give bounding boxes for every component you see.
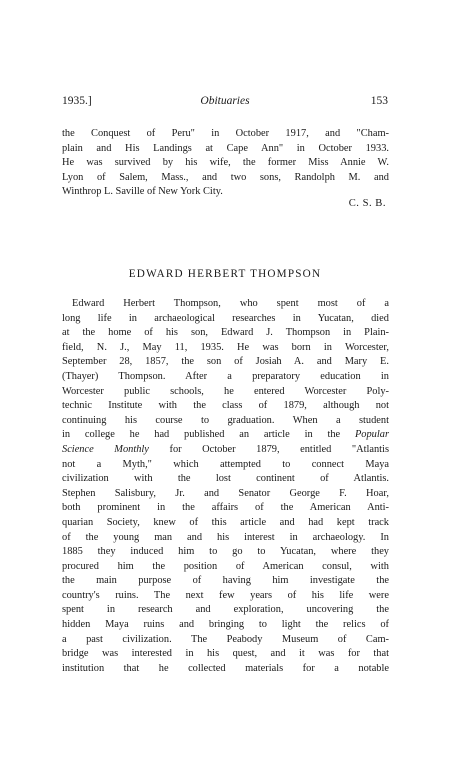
obituary-heading: EDWARD HERBERT THOMPSON <box>128 268 322 280</box>
text-line <box>62 428 389 443</box>
text-line <box>62 443 389 458</box>
author-initials: C. S. B. <box>348 198 386 209</box>
text-line: institution that he collected materials for a notable <box>62 662 389 674</box>
text-line: 1885 they induced him to go to Yucatan, where they <box>62 546 389 558</box>
running-head-title: Obituaries <box>200 95 250 107</box>
text-line: field, N. J., May 11, 1935. He was born in Worcester, <box>62 341 389 353</box>
page-number: 153 <box>370 95 388 107</box>
text-line: He was survived by his wife, the former Miss Annie W. <box>62 157 389 169</box>
text-line: long life in archaeological researches in Yucatan, died <box>62 312 389 324</box>
text-line: at the home of his son, Edward J. Thompson in Plain- <box>62 327 389 339</box>
text-line: not a Myth," which attempted to connect Maya <box>62 458 389 470</box>
running-head-year: 1935.] <box>62 95 92 107</box>
text-fragment: in college he had published an article in the <box>62 429 341 441</box>
obituary-paragraph <box>62 297 389 676</box>
text-line: Worcester public schools, he entered Worcester Poly- <box>62 385 389 397</box>
italic-journal-word: Popular <box>354 429 389 441</box>
running-head <box>62 95 388 111</box>
text-line: (Thayer) Thompson. After a preparatory education in <box>62 370 389 382</box>
text-line: bridge was interested in his quest, and it was for that <box>62 648 389 660</box>
text-line: quarian Society, knew of this article and had kept track <box>62 516 389 528</box>
text-line: a past civilization. The Peabody Museum of Cam- <box>62 633 389 645</box>
text-line: continuing his course to graduation. When a student <box>62 414 389 426</box>
italic-journal-title: Science Monthly <box>62 443 149 455</box>
text-line: country's ruins. The next few years of his life were <box>62 589 389 601</box>
text-line: Edward Herbert Thompson, who spent most of a <box>72 298 389 309</box>
text-line: Winthrop L. Saville of New York City. <box>62 186 223 198</box>
text-line: civilization with the lost continent of Atlantis. <box>62 473 389 485</box>
text-line: Lyon of Salem, Mass., and two sons, Randolph M. and <box>62 171 389 183</box>
text-line: both prominent in the affairs of the American Anti- <box>62 502 389 514</box>
text-line: plain and His Landings at Cape Ann" in October 1933. <box>62 142 389 154</box>
text-line: of the young man and his interest in archaeology. In <box>62 531 389 543</box>
text-line: spent in research and exploration, uncovering the <box>62 604 389 616</box>
text-line: hidden Maya ruins and bringing to light the relics of <box>62 619 389 631</box>
continued-paragraph <box>62 127 389 200</box>
text-line: procured him the position of American consul, with <box>62 560 389 572</box>
text-line: the main purpose of having him investigate the <box>62 575 389 587</box>
text-line: technic Institute with the class of 1879, although not <box>62 400 389 412</box>
text-line: the Conquest of Peru" in October 1917, and "Cham- <box>62 128 389 139</box>
text-line: Stephen Salisbury, Jr. and Senator George F. Hoar, <box>62 487 389 499</box>
text-line: September 28, 1857, the son of Josiah A. and Mary E. <box>62 356 389 368</box>
text-fragment: for October 1879, entitled "Atlantis <box>148 443 389 455</box>
